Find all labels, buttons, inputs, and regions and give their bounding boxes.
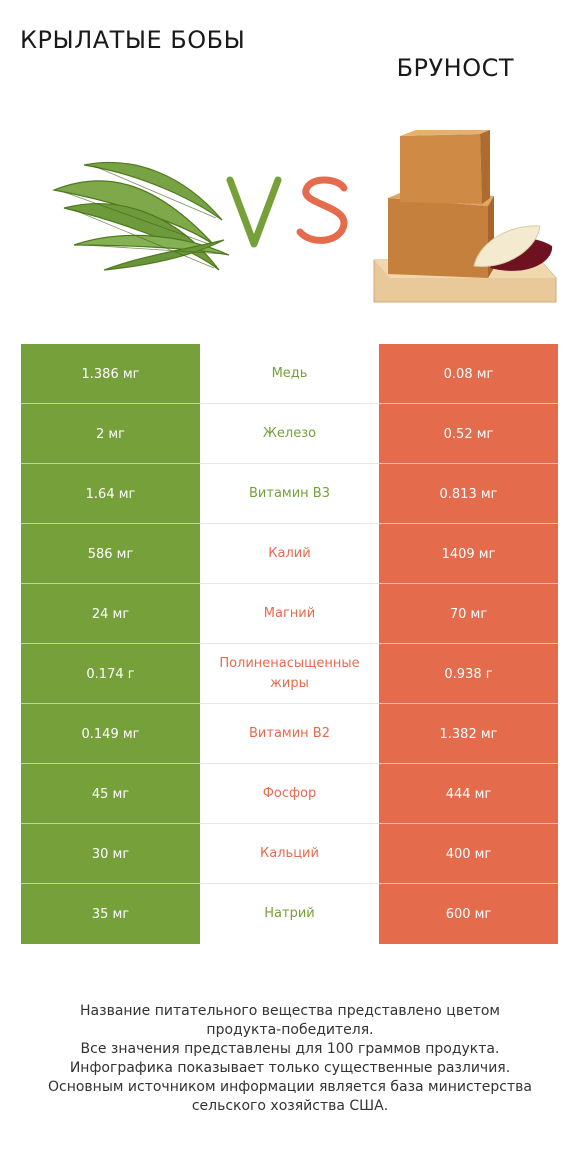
comparison-row [21, 824, 558, 884]
comparison-row [21, 524, 558, 584]
right-value: 400 мг [379, 824, 558, 884]
left-value: 0.174 г [21, 644, 200, 704]
nutrient-name [200, 464, 379, 524]
comparison-row [21, 404, 558, 464]
nutrient-label: Натрий [264, 906, 315, 921]
nutrient-label: Магний [263, 606, 316, 621]
comparison-row [21, 644, 558, 704]
nutrient-name [200, 524, 379, 584]
left-value: 24 мг [21, 584, 200, 644]
right-value: 1.382 мг [379, 704, 558, 764]
footer-line: Основным источником информации является база министерства [48, 1079, 532, 1095]
winged-beans-image [44, 150, 234, 285]
footer-notes [0, 1002, 580, 1116]
left-product-title: КРЫЛАТЫЕ БОБЫ [20, 26, 246, 54]
left-value: 1.386 мг [21, 344, 200, 404]
nutrient-label: Медь [271, 366, 308, 381]
left-value: 30 мг [21, 824, 200, 884]
comparison-row [21, 704, 558, 764]
brunost-cheese-image [370, 128, 560, 306]
comparison-row [21, 344, 558, 404]
right-value: 0.813 мг [379, 464, 558, 524]
right-value: 70 мг [379, 584, 558, 644]
nutrient-name [200, 884, 379, 944]
comparison-row [21, 884, 558, 944]
left-value: 2 мг [21, 404, 200, 464]
right-value: 1409 мг [379, 524, 558, 584]
comparison-row [21, 764, 558, 824]
right-product-title: БРУНОСТ [396, 54, 514, 82]
nutrient-label: Витамин B3 [249, 486, 330, 501]
footer-line: продукта-победителя. [206, 1022, 374, 1038]
nutrient-name [200, 344, 379, 404]
right-value: 0.938 г [379, 644, 558, 704]
right-value: 600 мг [379, 884, 558, 944]
nutrient-label: Фосфор [262, 786, 317, 801]
nutrient-label: Кальций [260, 846, 319, 861]
nutrient-name [200, 644, 379, 704]
comparison-row [21, 464, 558, 524]
left-value: 586 мг [21, 524, 200, 584]
right-value: 0.52 мг [379, 404, 558, 464]
footer-line: Все значения представлены для 100 граммов продукта. [80, 1041, 500, 1057]
nutrient-label: Полиненасыщенные жиры [219, 656, 360, 691]
nutrient-label: Железо [262, 426, 317, 441]
right-value: 444 мг [379, 764, 558, 824]
nutrient-label: Витамин B2 [249, 726, 330, 741]
right-value: 0.08 мг [379, 344, 558, 404]
nutrient-name [200, 404, 379, 464]
vs-label [226, 162, 356, 262]
left-value: 0.149 мг [21, 704, 200, 764]
nutrient-name [200, 704, 379, 764]
left-value: 45 мг [21, 764, 200, 824]
nutrient-name [200, 584, 379, 644]
footer-line: Название питательного вещества представлено цветом [80, 1003, 500, 1019]
left-value: 35 мг [21, 884, 200, 944]
comparison-row [21, 584, 558, 644]
nutrient-name [200, 824, 379, 884]
left-value: 1.64 мг [21, 464, 200, 524]
footer-line: Инфографика показывает только существенные различия. [69, 1060, 511, 1076]
nutrient-name [200, 764, 379, 824]
nutrient-label: Калий [268, 546, 311, 561]
footer-line: сельского хозяйства США. [191, 1098, 389, 1114]
